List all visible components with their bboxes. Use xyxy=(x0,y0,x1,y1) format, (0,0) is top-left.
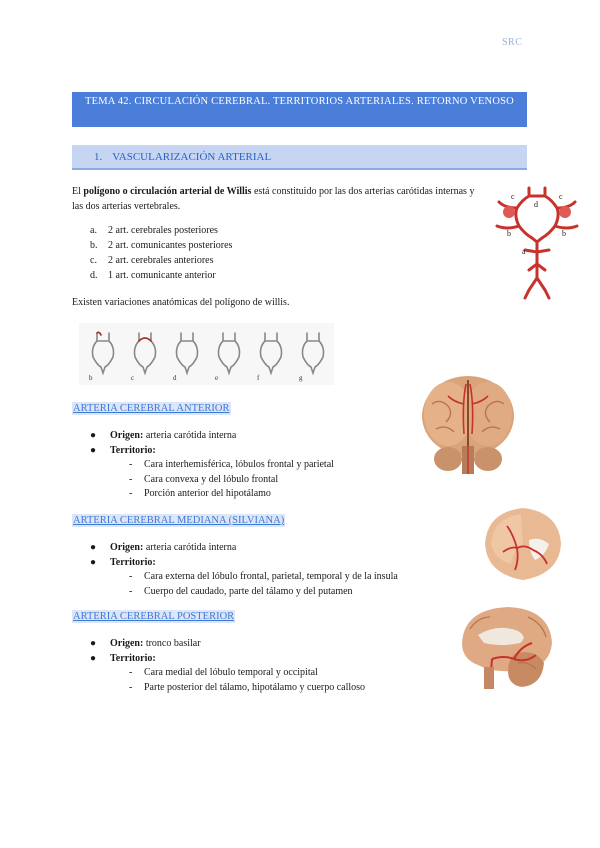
label-b-left: b xyxy=(507,229,511,238)
circle-of-willis-diagram xyxy=(487,186,587,301)
page-title: TEMA 42. CIRCULACIÓN CEREBRAL. TERRITORIOS ARTERIALES. RETORNO VENOSO xyxy=(72,92,527,127)
pca-territory-list xyxy=(129,666,365,695)
dash-icon: - xyxy=(129,681,133,693)
label-a: a xyxy=(522,247,526,256)
territory-item: Cara medial del lóbulo temporal y occipital xyxy=(144,667,318,678)
label-b-right: b xyxy=(562,229,566,238)
aca-info-list xyxy=(90,429,236,458)
variation-label: g xyxy=(299,374,303,382)
territory-item: Parte posterior del tálamo, hipotálamo y cuerpo calloso xyxy=(144,681,366,693)
origin-label: Origen: xyxy=(110,430,144,441)
mca-info-list xyxy=(90,541,236,570)
dash-icon: - xyxy=(129,667,133,678)
intro-paragraph xyxy=(72,184,482,214)
brain-coronal-image xyxy=(483,504,561,582)
label-c-right: c xyxy=(559,192,563,201)
territory-item: Cara interhemisférica, lóbulos frontal y parietal xyxy=(144,459,334,470)
list-item xyxy=(90,541,236,556)
section-number: 1. xyxy=(94,151,103,163)
intro-part2: está constituido por las dos arterias carótidas internas y las dos arterias vertebrales. xyxy=(72,186,475,212)
bullet-icon: ● xyxy=(90,652,97,664)
list-item xyxy=(90,444,236,459)
list-text: 2 art. cerebrales posteriores xyxy=(108,225,218,236)
mca-heading: ARTERIA CEREBRAL MEDIANA (SILVIANA) xyxy=(73,515,285,526)
list-item xyxy=(90,429,236,444)
list-item xyxy=(129,473,334,488)
willis-variations-image xyxy=(79,323,334,385)
bullet-icon: ● xyxy=(90,444,97,456)
territory-label: Territorio: xyxy=(110,556,156,568)
bullet-icon: ● xyxy=(90,638,97,649)
brain-sagittal-image xyxy=(458,603,556,691)
territory-label: Territorio: xyxy=(110,444,156,456)
bullet-icon: ● xyxy=(90,542,97,553)
list-item xyxy=(90,268,232,283)
origin-text: arteria carótida interna xyxy=(143,430,237,441)
territory-label: Territorio: xyxy=(110,652,156,664)
origin-text: tronco basilar xyxy=(143,638,201,649)
aca-heading: ARTERIA CEREBRAL ANTERIOR xyxy=(73,403,230,414)
list-item xyxy=(90,238,232,253)
dash-icon: - xyxy=(129,459,133,470)
variation-label: f xyxy=(257,374,260,382)
dash-icon: - xyxy=(129,571,133,582)
label-c-left: c xyxy=(511,192,515,201)
list-marker: b. xyxy=(90,240,98,251)
list-marker: d. xyxy=(90,270,98,281)
bullet-icon: ● xyxy=(90,556,97,568)
section-heading xyxy=(72,145,527,170)
label-d: d xyxy=(534,200,538,209)
mca-territory-list xyxy=(129,570,398,599)
list-item xyxy=(90,223,232,238)
list-item xyxy=(129,585,398,600)
territory-item: Cara convexa y del lóbulo frontal xyxy=(144,473,279,485)
list-marker: a. xyxy=(90,225,97,236)
list-item xyxy=(129,458,334,473)
territory-item: Porción anterior del hipotálamo xyxy=(144,488,271,499)
intro-part1: El xyxy=(72,186,84,197)
list-text: 2 art. cerebrales anteriores xyxy=(108,255,214,266)
origin-label: Origen: xyxy=(110,542,144,553)
dash-icon: - xyxy=(129,585,133,597)
list-item xyxy=(129,570,398,585)
dash-icon: - xyxy=(129,473,133,485)
list-item xyxy=(90,253,232,268)
list-text: 2 art. comunicantes posteriores xyxy=(108,240,233,251)
origin-text: arteria carótida interna xyxy=(143,542,237,553)
origin-label: Origen: xyxy=(110,638,144,649)
list-item xyxy=(90,556,236,571)
variation-label: b xyxy=(89,374,93,382)
bullet-icon: ● xyxy=(90,430,97,441)
list-item xyxy=(90,637,201,652)
list-item xyxy=(129,487,334,502)
intro-bold: polígono o circulación arterial de Willis xyxy=(83,186,252,197)
territory-item: Cara externa del lóbulo frontal, parietal, temporal y de la ínsula xyxy=(144,571,398,582)
variation-label: c xyxy=(131,374,135,382)
list-item xyxy=(90,652,201,667)
section-label: VASCULARIZACIÓN ARTERIAL xyxy=(112,151,272,163)
territory-item: Cuerpo del caudado, parte del tálamo y del putamen xyxy=(144,585,353,597)
variation-label: e xyxy=(215,374,219,382)
list-marker: c. xyxy=(90,255,97,266)
list-item xyxy=(129,681,365,696)
variations-text: Existen variaciones anatómicas del polígono de willis. xyxy=(72,297,290,308)
dash-icon: - xyxy=(129,488,133,499)
list-item xyxy=(129,666,365,681)
willis-list xyxy=(90,223,232,283)
pca-heading: ARTERIA CEREBRAL POSTERIOR xyxy=(73,611,235,622)
list-text: 1 art. comunicante anterior xyxy=(108,270,216,281)
header-src: SRC xyxy=(502,37,523,48)
variation-label: d xyxy=(173,374,177,382)
aca-territory-list xyxy=(129,458,334,502)
pca-info-list xyxy=(90,637,201,666)
brain-anterior-image xyxy=(418,374,518,479)
